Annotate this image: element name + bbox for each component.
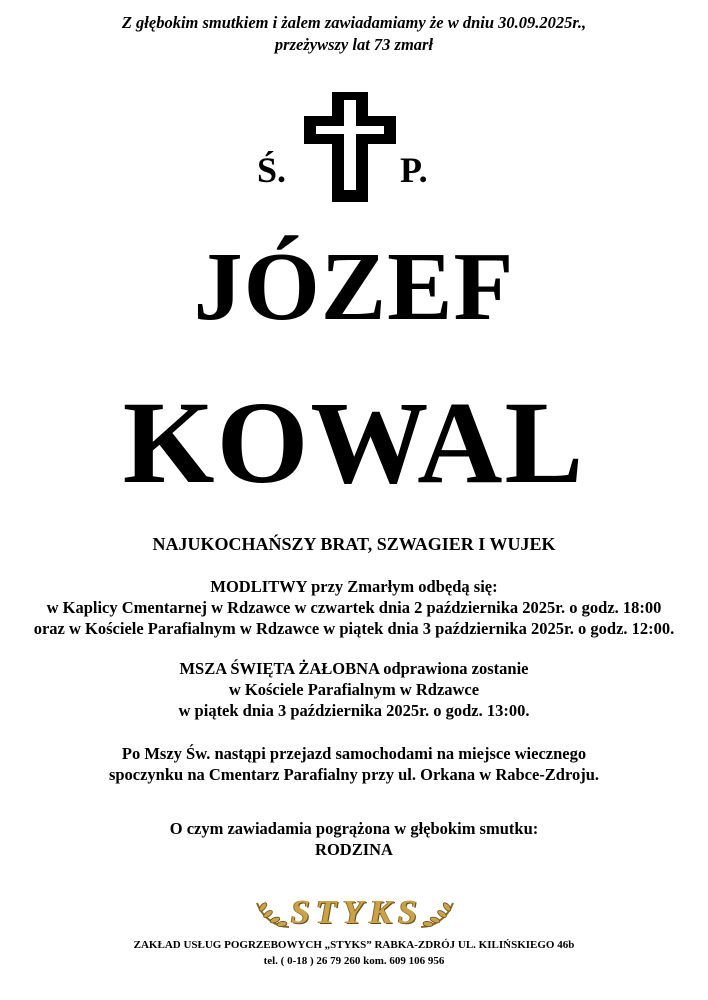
- footer-phone: tel. ( 0-18 ) 26 79 260 kom. 609 106 956: [263, 955, 445, 967]
- closing-section: [0, 818, 708, 860]
- laurel-left-icon: [255, 897, 291, 931]
- intro-line-1: Z głębokim smutkiem i żalem zawiadamiamy że w dniu 30.09.2025r.,: [121, 13, 587, 32]
- procession-line-1: Po Mszy Św. nastąpi przejazd samochodami na miejsce wiecznego: [121, 744, 587, 763]
- footer-address: ZAKŁAD USŁUG POGRZEBOWYCH „STYKS” RABKA-ZDRÓJ UL. KILIŃSKIEGO 46b: [133, 939, 575, 951]
- sp-right-label: P.: [400, 150, 428, 190]
- prayers-line-3: oraz w Kościele Parafialnym w Rdzawce w piątek dnia 3 października 2025r. o godz. 12:00.: [33, 619, 675, 638]
- sp-left-label: Ś.: [257, 150, 287, 190]
- prayers-section: [0, 576, 708, 639]
- mass-section: [0, 658, 708, 721]
- intro-text: [0, 12, 708, 56]
- procession-line-2: spoczynku na Cmentarz Parafialny przy ul. Orkana w Rabce-Zdroju.: [108, 765, 600, 784]
- funeral-home-footer: [0, 937, 708, 969]
- mass-line-2: w Kościele Parafialnym w Rdzawce: [228, 680, 480, 699]
- prayers-line-1: MODLITWY przy Zmarłym odbędą się:: [210, 577, 498, 596]
- mass-line-1: MSZA ŚWIĘTA ŻAŁOBNA odprawiona zostanie: [179, 659, 529, 678]
- cross-header: [0, 92, 708, 202]
- procession-section: [0, 743, 708, 785]
- laurel-right-icon: [419, 897, 455, 931]
- closing-line-1: O czym zawiadamia pogrążona w głębokim smutku:: [169, 819, 539, 838]
- deceased-last-name: KOWAL: [122, 377, 586, 508]
- family-signature: RODZINA: [315, 840, 393, 859]
- styks-brand-text: STYKS: [291, 894, 424, 931]
- relation-line: NAJUKOCHAŃSZY BRAT, SZWAGIER I WUJEK: [152, 534, 556, 554]
- prayers-line-2: w Kaplicy Cmentarnej w Rdzawce w czwartek dnia 2 października 2025r. o godz. 18:00: [46, 598, 662, 617]
- cross-icon: [304, 92, 396, 202]
- styks-logo: [255, 893, 455, 937]
- deceased-first-name: JÓZEF: [193, 233, 515, 341]
- intro-line-2: przeżywszy lat 73 zmarł: [274, 35, 434, 54]
- mass-line-3: w piątek dnia 3 października 2025r. o godz. 13:00.: [178, 701, 530, 720]
